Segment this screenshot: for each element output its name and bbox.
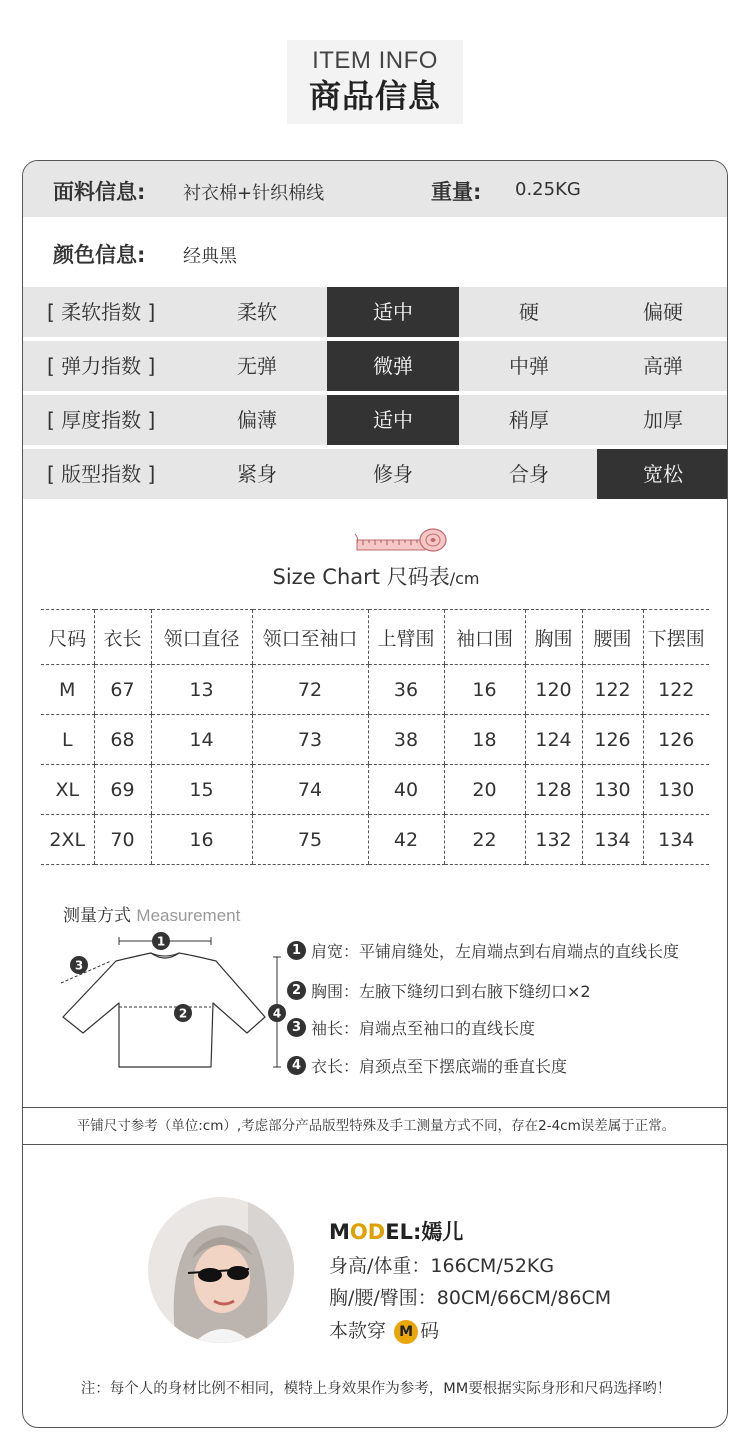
size-table: [41, 609, 709, 865]
header-title-cn: 商品信息: [308, 77, 441, 115]
number-icon: 4: [287, 1056, 306, 1075]
color-label: 颜色信息:: [53, 243, 146, 267]
table-cell: 73: [252, 715, 368, 765]
table-cell: 122: [643, 665, 709, 715]
index-option: 紧身: [237, 462, 277, 486]
header-box: [287, 40, 463, 124]
index-option: 合身: [509, 462, 549, 486]
table-row: [41, 815, 709, 865]
table-cell: M: [41, 665, 94, 715]
table-header-cell: 衣长: [94, 610, 151, 665]
table-row: [41, 765, 709, 815]
fabric-value: 衬衣棉+针织棉线: [183, 183, 325, 204]
measurement-item: [287, 1016, 535, 1039]
svg-text:4: 4: [272, 1006, 282, 1021]
table-cell: 72: [252, 665, 368, 715]
index-option: 适中: [327, 287, 459, 337]
size-chart-unit: /cm: [449, 569, 480, 588]
table-cell: 2XL: [41, 815, 94, 865]
table-row: [41, 665, 709, 715]
size-chart-title-cn: 尺码表: [386, 565, 450, 589]
measurement-item: [287, 1054, 567, 1077]
index-label: [ 柔软指数 ]: [47, 300, 156, 324]
table-cell: 16: [151, 815, 252, 865]
table-cell: 126: [582, 715, 643, 765]
index-option: 加厚: [643, 408, 683, 432]
index-option: 稍厚: [509, 408, 549, 432]
table-cell: 22: [444, 815, 525, 865]
table-cell: 13: [151, 665, 252, 715]
bottom-note: 注：每个人的身材比例不相同，模特上身效果作为参考，MM要根据实际身形和尺码选择哟！: [80, 1381, 672, 1397]
index-option: 高弹: [643, 354, 683, 378]
index-label: [ 版型指数 ]: [47, 462, 156, 486]
index-label: [ 厚度指数 ]: [47, 408, 156, 432]
table-cell: 124: [525, 715, 582, 765]
table-cell: 42: [368, 815, 444, 865]
measurement-title-en: Measurement: [136, 906, 241, 925]
index-option: 中弹: [509, 354, 549, 378]
size-table-header-row: [41, 610, 709, 665]
model-prefix: MODEL:: [329, 1220, 422, 1244]
table-cell: 128: [525, 765, 582, 815]
table-cell: 132: [525, 815, 582, 865]
size-chart-title-en: Size Chart: [272, 565, 381, 589]
table-cell: 134: [643, 815, 709, 865]
svg-text:2: 2: [178, 1006, 188, 1021]
table-cell: 67: [94, 665, 151, 715]
product-info-card: [22, 160, 728, 1428]
table-cell: 69: [94, 765, 151, 815]
measurement-title: [63, 901, 240, 926]
index-option: 无弹: [237, 354, 277, 378]
measurement-item: [287, 939, 679, 962]
table-cell: 36: [368, 665, 444, 715]
table-cell: L: [41, 715, 94, 765]
table-cell: 16: [444, 665, 525, 715]
table-row: [41, 715, 709, 765]
table-cell: 68: [94, 715, 151, 765]
table-header-cell: 领口至袖口: [252, 610, 368, 665]
index-option: 偏薄: [237, 408, 277, 432]
table-cell: 122: [582, 665, 643, 715]
table-header-cell: 尺码: [41, 610, 94, 665]
table-header-cell: 领口直径: [151, 610, 252, 665]
table-cell: 134: [582, 815, 643, 865]
fabric-label: 面料信息:: [53, 180, 146, 204]
table-cell: 14: [151, 715, 252, 765]
measurement-title-cn: 测量方式: [63, 906, 131, 926]
table-cell: 120: [525, 665, 582, 715]
table-cell: 40: [368, 765, 444, 815]
table-cell: 74: [252, 765, 368, 815]
wear-prefix: 本款穿: [329, 1320, 387, 1342]
table-cell: 15: [151, 765, 252, 815]
number-icon: 3: [287, 1018, 306, 1037]
table-cell: 20: [444, 765, 525, 815]
model-name: 嫣儿: [421, 1220, 464, 1244]
page-header: [0, 40, 750, 124]
svg-text:1: 1: [156, 934, 166, 949]
index-option: 适中: [327, 395, 459, 445]
model-height-weight: 身高/体重：166CM/52KG: [329, 1255, 555, 1277]
index-label: [ 弹力指数 ]: [47, 354, 156, 378]
weight-label: 重量:: [431, 180, 482, 204]
table-header-cell: 胸围: [525, 610, 582, 665]
measurement-text: 袖长：肩端点至袖口的直线长度: [311, 1019, 536, 1038]
weight-value: 0.25KG: [515, 179, 581, 200]
index-option: 微弹: [327, 341, 459, 391]
measurement-text: 肩宽：平铺肩缝处，左肩端点到右肩端点的直线长度: [311, 942, 680, 961]
shirt-diagram-icon: [51, 929, 291, 1069]
index-option: 宽松: [597, 449, 728, 499]
table-header-cell: 下摆围: [643, 610, 709, 665]
table-cell: 75: [252, 815, 368, 865]
number-icon: 2: [287, 981, 306, 1000]
elasticity-index-row: [23, 341, 728, 391]
fabric-row: [23, 161, 728, 217]
model-wear-size: [329, 1316, 439, 1344]
svg-text:3: 3: [74, 958, 84, 973]
model-title: [329, 1216, 463, 1246]
index-option: 柔软: [237, 300, 277, 324]
table-cell: 18: [444, 715, 525, 765]
index-option: 偏硬: [643, 300, 683, 324]
table-cell: 126: [643, 715, 709, 765]
table-cell: 130: [582, 765, 643, 815]
table-cell: 130: [643, 765, 709, 815]
table-cell: 70: [94, 815, 151, 865]
header-title-en: ITEM INFO: [312, 47, 438, 74]
tape-measure-icon: [353, 526, 449, 556]
color-value: 经典黑: [183, 246, 237, 267]
model-measurements: 胸/腰/臀围：80CM/66CM/86CM: [329, 1287, 612, 1309]
table-cell: XL: [41, 765, 94, 815]
table-header-cell: 上臂围: [368, 610, 444, 665]
table-header-cell: 腰围: [582, 610, 643, 665]
table-header-cell: 袖口围: [444, 610, 525, 665]
index-option: 硬: [519, 300, 539, 324]
measurement-item: [287, 979, 591, 1002]
wear-suffix: 码: [420, 1320, 440, 1342]
model-avatar: [148, 1197, 294, 1343]
table-cell: 38: [368, 715, 444, 765]
number-icon: 1: [287, 941, 306, 960]
size-chart-title: [23, 561, 728, 591]
index-option: 修身: [373, 462, 413, 486]
size-badge: M: [394, 1320, 418, 1344]
measurement-text: 衣长：肩颈点至下摆底端的垂直长度: [311, 1057, 568, 1076]
color-row: [23, 217, 728, 287]
measurement-note: 平铺尺寸参考（单位:cm）,考虑部分产品版型特殊及手工测量方式不同，存在2-4cm误差属于正常。: [23, 1107, 728, 1145]
thickness-index-row: [23, 395, 728, 445]
fit-index-row: [23, 449, 728, 499]
measurement-text: 胸围：左腋下缝纫口到右腋下缝纫口×2: [311, 982, 591, 1001]
softness-index-row: [23, 287, 728, 337]
